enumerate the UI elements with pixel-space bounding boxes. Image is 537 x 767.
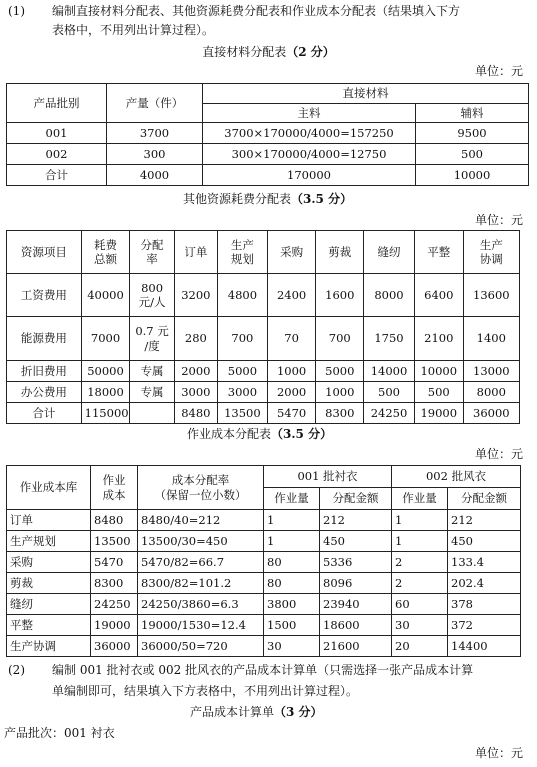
cell-rate: 19000/1530=12.4 — [138, 615, 264, 636]
cell-rate — [130, 403, 174, 424]
cell-amount: 378 — [448, 594, 521, 615]
table-4-score: （3 分） — [274, 705, 323, 719]
cell-value: 3200 — [174, 274, 217, 317]
table-3-title-text: 作业成本分配表 — [187, 427, 272, 441]
cell-value: 14000 — [364, 361, 415, 382]
header-cost-pool: 作业成本库 — [7, 466, 91, 510]
cell-item: 办公费用 — [7, 382, 82, 403]
cell-qty: 80 — [264, 552, 320, 573]
cell-qty: 60 — [392, 594, 448, 615]
cell-value: 8300 — [316, 403, 364, 424]
cell-cost: 5470 — [91, 552, 138, 573]
cell-value: 1600 — [316, 274, 364, 317]
cell-rate: 800 元/人 — [130, 274, 174, 317]
cell-amount: 202.4 — [448, 573, 521, 594]
cell-value: 1400 — [463, 317, 519, 361]
cell-qty: 1 — [392, 531, 448, 552]
cell-value: 2100 — [414, 317, 463, 361]
question-1-text-line1: 编制直接材料分配表、其他资源耗费分配表和作业成本分配表（结果填入下方 — [52, 4, 461, 18]
table-row — [7, 510, 521, 531]
cell-rate: 24250/3860=6.3 — [138, 594, 264, 615]
question-2-number: (2) — [8, 663, 25, 677]
cell-total: 18000 — [81, 382, 130, 403]
direct-material-table — [6, 83, 529, 186]
cell-value: 3000 — [174, 382, 217, 403]
table-row — [7, 594, 521, 615]
header-total: 耗费 总额 — [81, 231, 130, 274]
cell-rate: 8300/82=101.2 — [138, 573, 264, 594]
table-4-title — [190, 704, 323, 721]
cell-amount: 21600 — [320, 636, 392, 657]
cell-rate: 专属 — [130, 382, 174, 403]
header-sew: 缝纫 — [364, 231, 415, 274]
cell-pool: 采购 — [7, 552, 91, 573]
table-4-title-text: 产品成本计算单 — [190, 705, 275, 719]
cell-pool: 剪裁 — [7, 573, 91, 594]
cell-amount: 212 — [448, 510, 521, 531]
cell-aux: 9500 — [416, 123, 529, 144]
header-plan: 生产 规划 — [218, 231, 268, 274]
table-row — [7, 531, 521, 552]
header-amount-002: 分配金额 — [448, 488, 521, 510]
cell-amount: 372 — [448, 615, 521, 636]
cell-value: 500 — [414, 382, 463, 403]
cell-qty: 30 — [264, 636, 320, 657]
cell-qty: 20 — [392, 636, 448, 657]
cell-amount: 18600 — [320, 615, 392, 636]
cell-value: 280 — [174, 317, 217, 361]
header-qty-001: 作业量 — [264, 488, 320, 510]
cell-rate: 专属 — [130, 361, 174, 382]
cell-rate: 36000/50=720 — [138, 636, 264, 657]
header-resource-item: 资源项目 — [7, 231, 82, 274]
cell-rate: 0.7 元 /度 — [130, 317, 174, 361]
cell-value: 700 — [218, 317, 268, 361]
cell-main: 3700×170000/4000=157250 — [203, 123, 416, 144]
table-row — [7, 552, 521, 573]
product-batch-label: 产品批次：001 衬衣 — [4, 726, 115, 740]
cell-value: 70 — [267, 317, 316, 361]
cell-value: 13500 — [218, 403, 268, 424]
cell-value: 1000 — [267, 361, 316, 382]
cell-qty: 30 — [392, 615, 448, 636]
cell-amount: 5336 — [320, 552, 392, 573]
table-row — [7, 144, 529, 165]
table-row-total — [7, 403, 520, 424]
cell-qty: 300 — [107, 144, 203, 165]
table-1-unit: 单位：元 — [474, 64, 523, 78]
table-row — [7, 636, 521, 657]
activity-cost-table — [6, 465, 521, 657]
cell-pool: 平整 — [7, 615, 91, 636]
cell-qty: 1500 — [264, 615, 320, 636]
cell-qty: 3700 — [107, 123, 203, 144]
table-1-title — [0, 44, 537, 61]
header-activity-cost: 作业 成本 — [91, 466, 138, 510]
question-1-number: (1) — [8, 4, 25, 18]
table-row-total — [7, 165, 529, 186]
cell-amount: 14400 — [448, 636, 521, 657]
table-row — [7, 382, 520, 403]
question-1-text-line2: 表格中，不用列出计算过程）。 — [52, 23, 215, 37]
cell-qty: 2 — [392, 552, 448, 573]
header-purchase: 采购 — [267, 231, 316, 274]
cell-value: 5470 — [267, 403, 316, 424]
question-2-text-line1: 编制 001 批衬衣或 002 批风衣的产品成本计算单（只需选择一张产品成本计算 — [52, 663, 474, 677]
cell-total: 40000 — [81, 274, 130, 317]
cell-amount: 8096 — [320, 573, 392, 594]
cell-rate: 13500/30=450 — [138, 531, 264, 552]
header-cut: 剪裁 — [316, 231, 364, 274]
table-3-title — [187, 426, 332, 443]
cell-qty: 1 — [264, 531, 320, 552]
header-amount-001: 分配金额 — [320, 488, 392, 510]
cell-value: 13600 — [463, 274, 519, 317]
cell-cost: 24250 — [91, 594, 138, 615]
table-1-score: （2 分） — [286, 45, 335, 59]
table-4-unit: 单位：元 — [474, 746, 523, 760]
cell-pool: 生产协调 — [7, 636, 91, 657]
cell-qty: 1 — [392, 510, 448, 531]
question-2-text-line2: 单编制即可，结果填入下方表格中，不用列出计算过程）。 — [52, 684, 359, 698]
cell-value: 2400 — [267, 274, 316, 317]
cell-value: 6400 — [414, 274, 463, 317]
cell-value: 8480 — [174, 403, 217, 424]
cell-value: 5000 — [218, 361, 268, 382]
cell-item: 折旧费用 — [7, 361, 82, 382]
cell-total: 7000 — [81, 317, 130, 361]
table-1-title-text: 直接材料分配表 — [202, 45, 287, 59]
cell-value: 2000 — [174, 361, 217, 382]
header-group-001: 001 批衬衣 — [264, 466, 392, 488]
header-group-002: 002 批风衣 — [392, 466, 521, 488]
header-coordination: 生产 协调 — [463, 231, 519, 274]
cell-item: 工资费用 — [7, 274, 82, 317]
cell-value: 8000 — [463, 382, 519, 403]
cell-qty: 4000 — [107, 165, 203, 186]
cell-value: 2000 — [267, 382, 316, 403]
cell-main: 300×170000/4000=12750 — [203, 144, 416, 165]
cell-rate: 5470/82=66.7 — [138, 552, 264, 573]
cell-value: 3000 — [218, 382, 268, 403]
cell-cost: 13500 — [91, 531, 138, 552]
cell-qty: 2 — [392, 573, 448, 594]
cell-amount: 133.4 — [448, 552, 521, 573]
cell-value: 13000 — [463, 361, 519, 382]
cell-aux: 500 — [416, 144, 529, 165]
cell-pool: 生产规划 — [7, 531, 91, 552]
table-row — [7, 573, 521, 594]
cell-value: 24250 — [364, 403, 415, 424]
cell-value: 36000 — [463, 403, 519, 424]
header-qty: 产量（件） — [107, 84, 203, 123]
cell-pool: 订单 — [7, 510, 91, 531]
table-3-score: （3.5 分） — [271, 427, 333, 441]
header-allocation-rate: 成本分配率 （保留一位小数） — [138, 466, 264, 510]
cell-value: 1750 — [364, 317, 415, 361]
header-iron: 平整 — [414, 231, 463, 274]
cell-value: 500 — [364, 382, 415, 403]
cell-pool: 缝纫 — [7, 594, 91, 615]
table-2-score: （3.5 分） — [291, 192, 353, 206]
header-batch: 产品批别 — [7, 84, 107, 123]
cell-main: 170000 — [203, 165, 416, 186]
cell-total: 115000 — [81, 403, 130, 424]
cell-amount: 450 — [448, 531, 521, 552]
cell-total: 50000 — [81, 361, 130, 382]
header-direct-material: 直接材料 — [203, 84, 529, 104]
cell-qty: 3800 — [264, 594, 320, 615]
table-row — [7, 274, 520, 317]
cell-batch: 001 — [7, 123, 107, 144]
cell-qty: 80 — [264, 573, 320, 594]
cell-value: 5000 — [316, 361, 364, 382]
cell-value: 4800 — [218, 274, 268, 317]
table-2-unit: 单位：元 — [474, 213, 523, 227]
cell-cost: 36000 — [91, 636, 138, 657]
cell-rate: 8480/40=212 — [138, 510, 264, 531]
header-rate: 分配 率 — [130, 231, 174, 274]
table-row — [7, 615, 521, 636]
cell-item: 合计 — [7, 403, 82, 424]
table-row — [7, 123, 529, 144]
header-order: 订单 — [174, 231, 217, 274]
cell-value: 19000 — [414, 403, 463, 424]
header-qty-002: 作业量 — [392, 488, 448, 510]
table-row — [7, 317, 520, 361]
cell-cost: 19000 — [91, 615, 138, 636]
cell-amount: 212 — [320, 510, 392, 531]
cell-batch: 合计 — [7, 165, 107, 186]
cell-cost: 8300 — [91, 573, 138, 594]
cell-value: 700 — [316, 317, 364, 361]
table-3-unit: 单位：元 — [474, 447, 523, 461]
cell-cost: 8480 — [91, 510, 138, 531]
resource-allocation-table — [6, 230, 520, 424]
cell-batch: 002 — [7, 144, 107, 165]
cell-amount: 450 — [320, 531, 392, 552]
cell-qty: 1 — [264, 510, 320, 531]
header-main-material: 主料 — [203, 104, 416, 123]
cell-value: 1000 — [316, 382, 364, 403]
cell-value: 10000 — [414, 361, 463, 382]
cell-value: 8000 — [364, 274, 415, 317]
cell-amount: 23940 — [320, 594, 392, 615]
table-2-title — [183, 191, 352, 208]
cell-item: 能源费用 — [7, 317, 82, 361]
header-aux-material: 辅料 — [416, 104, 529, 123]
table-row — [7, 361, 520, 382]
cell-aux: 10000 — [416, 165, 529, 186]
table-2-title-text: 其他资源耗费分配表 — [183, 192, 292, 206]
